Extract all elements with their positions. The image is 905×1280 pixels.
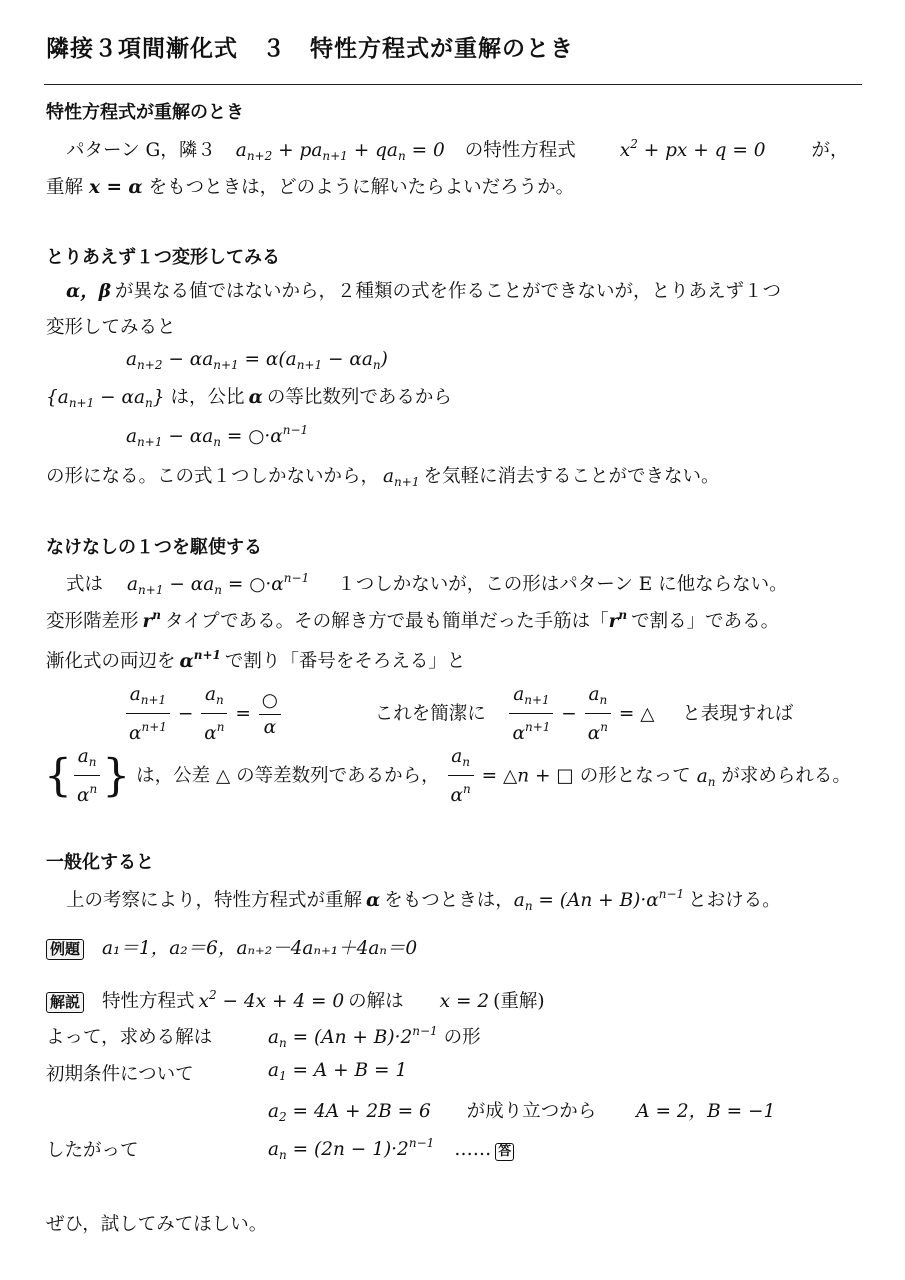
- sec1-line1: [66, 136, 849, 163]
- general-solution: $a_n = (An + B)\cdot\alpha^{n-1}$: [513, 887, 685, 913]
- sec3-line1: [66, 570, 788, 597]
- geometric-result: $a_{n+1} - \alpha a_n$ = $○\cdot\alpha^{n-1}$: [126, 423, 309, 449]
- geometric-sequence: $\{a_{n+1} - \alpha a_n\}$: [46, 387, 165, 410]
- sec3-line3: [46, 647, 465, 673]
- solution-line4: [268, 1097, 775, 1124]
- solution-root: x = 2: [439, 991, 490, 1012]
- sec4-text1c: とおける。: [688, 890, 781, 911]
- solution-line2-formula: [268, 1023, 481, 1050]
- sec1-double-root-label: 重解: [46, 177, 84, 198]
- section-heading-transform: とりあえず１つ変形してみる: [46, 247, 280, 268]
- fraction-a-n-over-alpha-2: $\frac{a_n}{\alpha^n}$: [585, 684, 611, 745]
- sec4-text1a: 上の考察により，特性方程式が重解: [66, 890, 363, 911]
- arith-sequence-fraction: $\frac{a_n}{\alpha^n}$: [74, 746, 100, 807]
- solution-AB: A = 2，B = −1: [636, 1101, 776, 1122]
- sec3-text2b: タイプである。その解き方で最も簡単だった手筋は「: [165, 611, 609, 632]
- answer-dots: ……: [454, 1139, 492, 1160]
- example-tag: 例題: [46, 939, 84, 960]
- recurrence-formula: $a_{n+2} + pa_{n+1} + qa_n = 0$: [235, 140, 445, 163]
- answer-mark: 答: [495, 1143, 514, 1161]
- sec3-text5c: が求められる。: [721, 765, 851, 787]
- sec4-line1: [66, 886, 781, 913]
- sec2-line6: [46, 462, 719, 489]
- fraction-a-n1-over-alpha: $\frac{a_{n+1}}{\alpha^{n+1}}$: [126, 684, 170, 745]
- initial-condition-1: $a_1 = A + B = 1$: [268, 1060, 408, 1083]
- section-heading-generalize: 一般化すると: [46, 852, 154, 873]
- sec2-text6a: の形になる。この式１つしかないから，: [46, 466, 380, 487]
- alpha-n-plus-1: $\alpha^{n+1}$: [179, 648, 221, 672]
- sec3-line4: $\frac{a_{n+1}}{\alpha^{n+1}}$ − $\frac{a_n}{\alpha^n}$ = $\frac{○}{\alpha}$ これを簡潔に $\frac{a_{n+1}}{\alpha^{n+1}}$ − $\frac{a_n}{\alpha^n}$ = △ と表現すれば: [124, 684, 793, 745]
- root-alpha: α: [366, 890, 381, 911]
- example-problem: a₁＝1，a₂＝6，aₙ₊₂－4aₙ₊₁＋4aₙ＝0: [102, 938, 418, 959]
- sec3-text4b: と表現すれば: [682, 703, 794, 725]
- ratio-alpha: α: [248, 387, 263, 408]
- arith-form: = △n + □: [481, 765, 574, 787]
- sec3-text5a: は，公差 △ の等差数列であるから，: [136, 765, 440, 787]
- sec1-pattern-label: パターン G，隣３: [66, 140, 216, 161]
- solution-form: $a_n = (An + B)\cdot 2^{n-1}$: [268, 1024, 438, 1050]
- a-n: $a_n$: [696, 765, 716, 789]
- example-line: [46, 934, 417, 960]
- a-n-plus-1: $a_{n+1}$: [383, 466, 420, 489]
- final-answer: $a_n = (2n - 1)\cdot 2^{n-1}$: [268, 1136, 435, 1162]
- sec2-ratio-label: は，公比: [170, 387, 245, 408]
- sec1-comma: が，: [811, 140, 849, 161]
- sec3-text3a: 漸化式の両辺を: [46, 651, 176, 672]
- sec3-line5: { $\frac{a_n}{\alpha^n}$ } は，公差 △ の等差数列であるから， $\frac{a_n}{\alpha^n}$ = △n + □ の形となって $a_n$ が求められる。: [44, 746, 851, 806]
- fraction-a-n1-over-alpha-2: $\frac{a_{n+1}}{\alpha^{n+1}}$: [509, 684, 553, 745]
- solution-line1: [46, 987, 545, 1013]
- solution-tag: 解説: [46, 992, 84, 1013]
- sec2-text6b: を気軽に消去することができない。: [423, 466, 720, 487]
- fraction-circle-over-alpha: $\frac{○}{\alpha}$: [259, 690, 281, 739]
- sec3-formula1: $a_{n+1} - \alpha a_n$ = $○\cdot\alpha^{n-1}$: [127, 571, 310, 597]
- solution-line5-label: したがって: [46, 1140, 139, 1161]
- transform-equation: $a_{n+2} - \alpha a_{n+1} = \alpha(a_{n+1} - \alpha a_n)$: [126, 349, 388, 372]
- solution-text2b: の形: [443, 1027, 481, 1048]
- solution-line3-label: 初期条件について: [46, 1064, 194, 1085]
- solution-text4a: が成り立つから: [466, 1101, 597, 1122]
- sec4-text1b: をもつときは，: [384, 890, 514, 911]
- solution-double-root: (重解): [493, 991, 545, 1012]
- char-equation: $x^2$ + px + q = 0: [619, 137, 766, 161]
- sec2-geometric-label: の等比数列であるから: [266, 387, 452, 408]
- solution-line2-label: よって，求める解は: [46, 1027, 213, 1048]
- sec2-text1: が異なる値ではないから，２種類の式を作ることができないが，とりあえず１つ: [115, 281, 782, 302]
- sec3-text2a: 変形階差形: [46, 611, 139, 632]
- sec3-text4a: これを簡潔に: [374, 703, 486, 725]
- solution-text1b: の解は: [348, 991, 404, 1012]
- sec3-text1a: 式は: [66, 574, 104, 595]
- sec3-text5b: の形となって: [579, 765, 691, 787]
- sec2-line2: 変形してみると: [46, 317, 176, 338]
- fraction-a-n-over-alpha: $\frac{a_n}{\alpha^n}$: [201, 684, 227, 745]
- sec3-line2: [46, 607, 779, 633]
- double-root-formula: x = α: [89, 177, 143, 198]
- sec3-text3b: で割り「番号をそろえる」と: [224, 651, 466, 672]
- alpha-beta: α，β: [66, 281, 112, 302]
- page-title: 隣接３項間漸化式 ３ 特性方程式が重解のとき: [46, 36, 574, 62]
- r-to-n-2: $r^n$: [608, 608, 628, 632]
- sec3-text2c: で割る」である。: [631, 611, 780, 632]
- sec2-line1: [66, 277, 781, 303]
- solution-char-eq: $x^2 - 4x + 4 = 0$: [198, 988, 345, 1012]
- sec1-char-eq-label: の特性方程式: [464, 140, 576, 161]
- general-fraction: $\frac{a_n}{\alpha^n}$: [448, 746, 474, 807]
- sec3-text1b: １つしかないが，この形はパターン E に他ならない。: [337, 574, 788, 595]
- solution-line5: [268, 1136, 514, 1162]
- sec1-line2: [46, 173, 574, 199]
- initial-condition-2: $a_2 = 4A + 2B = 6$: [268, 1101, 431, 1124]
- sec2-line4: [46, 383, 452, 410]
- section-heading-double-root: 特性方程式が重解のとき: [46, 102, 244, 123]
- section-heading-use-one: なけなしの１つを駆使する: [46, 537, 262, 558]
- solution-text1a: 特性方程式: [102, 991, 195, 1012]
- r-to-n: $r^n$: [142, 608, 161, 632]
- sec1-question: をもつときは，どのように解いたらよいだろうか。: [148, 177, 575, 198]
- closing-text: ぜひ，試してみてほしい。: [46, 1214, 268, 1235]
- title-divider: [44, 84, 862, 85]
